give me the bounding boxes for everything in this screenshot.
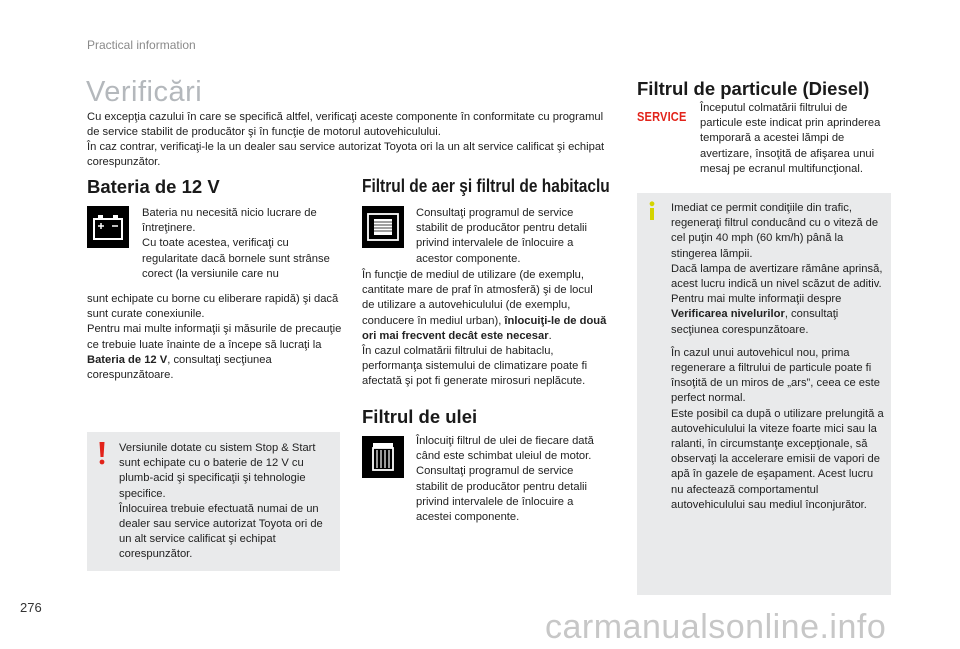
intro-paragraph-1: Cu excepţia cazului în care se specifică altfel, verificaţi aceste componente în conformitate cu programul de service stabilit de producător şi în funcţie de motorul autovehiculului. [87, 111, 604, 138]
battery-connection-text: sunt echipate cu borne cu eliberare rapidă) şi dacă sunt curate conexiunile. [87, 293, 339, 321]
battery-link-ref: Bateria de 12 V [87, 353, 168, 366]
air-filter-heading: Filtrul de aer şi filtrul de habitaclu [362, 176, 610, 196]
battery-more-info: Pentru mai multe informaţii şi măsurile de precauţie ce trebuie luate înainte de a începe să lucraţi la Bateria de 12 V, consultaţi secţiunea corespunzătoare. [87, 323, 342, 382]
oil-filter-text: Înlocuiţi filtrul de ulei de fiecare dată când este schimbat uleiul de motor. Consultaţi programul de service stabilit de producător pentru detalii privind intervalele de înlocuire a acestei componente. [416, 435, 594, 524]
oil-filter-heading: Filtrul de ulei [362, 406, 478, 427]
service-warning-icon [637, 108, 689, 126]
info-more: Pentru mai multe informaţii despre Verificarea nivelurilor, consultaţi secţiunea corespunzătoare. [671, 293, 842, 336]
info-link-ref: Verificarea nivelurilor [671, 308, 785, 321]
air-filter-text-beside: Consultaţi programul de service stabilit de producător pentru detalii privind intervalele de înlocuire a acestor componente. [416, 207, 588, 265]
air-filter-text-below [362, 268, 608, 390]
battery-heading: Bateria de 12 V [87, 176, 220, 197]
battery-warning-text: Versiunile dotate cu sistem Stop & Start sunt echipate cu o baterie de 12 V cu plumb-acid şi specificaţii şi tehnologie specifice. Înlocuirea trebuie efectuată numai de un dealer sau service autorizat Toyota ori de un alt service calificat şi echipat corespunzător. [119, 442, 323, 561]
air-filter-paragraph-1: În funcţie de mediul de utilizare (de exemplu, cantitate mare de praf în atmosferă) şi de locul de utilizare a autovehiculului (de exemplu, conducere în mediul urban), înlocuiţi-le de două ori mai frecvent decât este necesar. [362, 269, 607, 342]
battery-warning-box [87, 432, 340, 571]
info-icon [647, 201, 657, 221]
particle-filter-text-beside: Începutul colmatării filtrului de particule este indicat prin aprinderea temporară a acestei lămpi de avertizare, însoţită de afişarea unui mesaj pe ecranul multifuncţional. [700, 102, 881, 175]
battery-text-beside: Bateria nu necesită nicio lucrare de întreţinere. Cu toate acestea, verificaţi cu regularitate dacă bornele sunt strânse corect (la versiunile care nu [142, 207, 330, 280]
particle-filter-info-box [637, 193, 891, 595]
info-text [671, 201, 885, 513]
particle-filter-heading: Filtrul de particule (Diesel) [637, 78, 870, 99]
air-filter-icon [362, 206, 404, 248]
oil-filter-icon [362, 436, 404, 478]
intro-text [87, 110, 607, 170]
section-header: Practical information [87, 38, 196, 52]
page-title: Verificări [86, 76, 203, 108]
service-label: SERVICE [637, 109, 687, 124]
watermark: carmanualsonline.info [545, 608, 887, 646]
page-number: 276 [20, 600, 42, 615]
air-filter-paragraph-2: În cazul colmatării filtrului de habitaclu, performanţa sistemului de climatizare poate fi afectată şi pot fi generate mirosuri neplăcute. [362, 345, 588, 388]
battery-text-below [87, 292, 342, 383]
info-paragraph-1: Imediat ce permit condiţiile din trafic, regeneraţi filtrul conducând cu o viteză de cel puţin 40 mph (60 km/h) până la stingerea lămpii. Dacă lampa de avertizare rămâne aprinsă, acest lucru indică un nivel scăzut de aditiv. [671, 202, 883, 291]
warning-exclamation-icon [97, 442, 107, 466]
info-paragraph-2: În cazul unui autovehicul nou, prima regenerare a filtrului de particule poate fi însoţită de un miros de „ars”, ceea ce este perfect normal. Este posibil ca după o utilizare prelungită a autovehiculului la viteze foarte mici sau la ralanti, în circumstanţe excepţionale, să observaţi la accelerare emisii de vapori de apă în gazele de eşapament. Acest lucru nu afectează comportamentul autovehiculului sau mediul înconjurător. [671, 346, 884, 511]
battery-icon [87, 206, 129, 248]
air-filter-emphasis: înlocuiţi-le de două ori mai frecvent decât este necesar [362, 314, 607, 342]
intro-paragraph-2: În caz contrar, verificaţi-le la un dealer sau service autorizat Toyota ori la un alt service calificat şi echipat corespunzător. [87, 141, 605, 168]
